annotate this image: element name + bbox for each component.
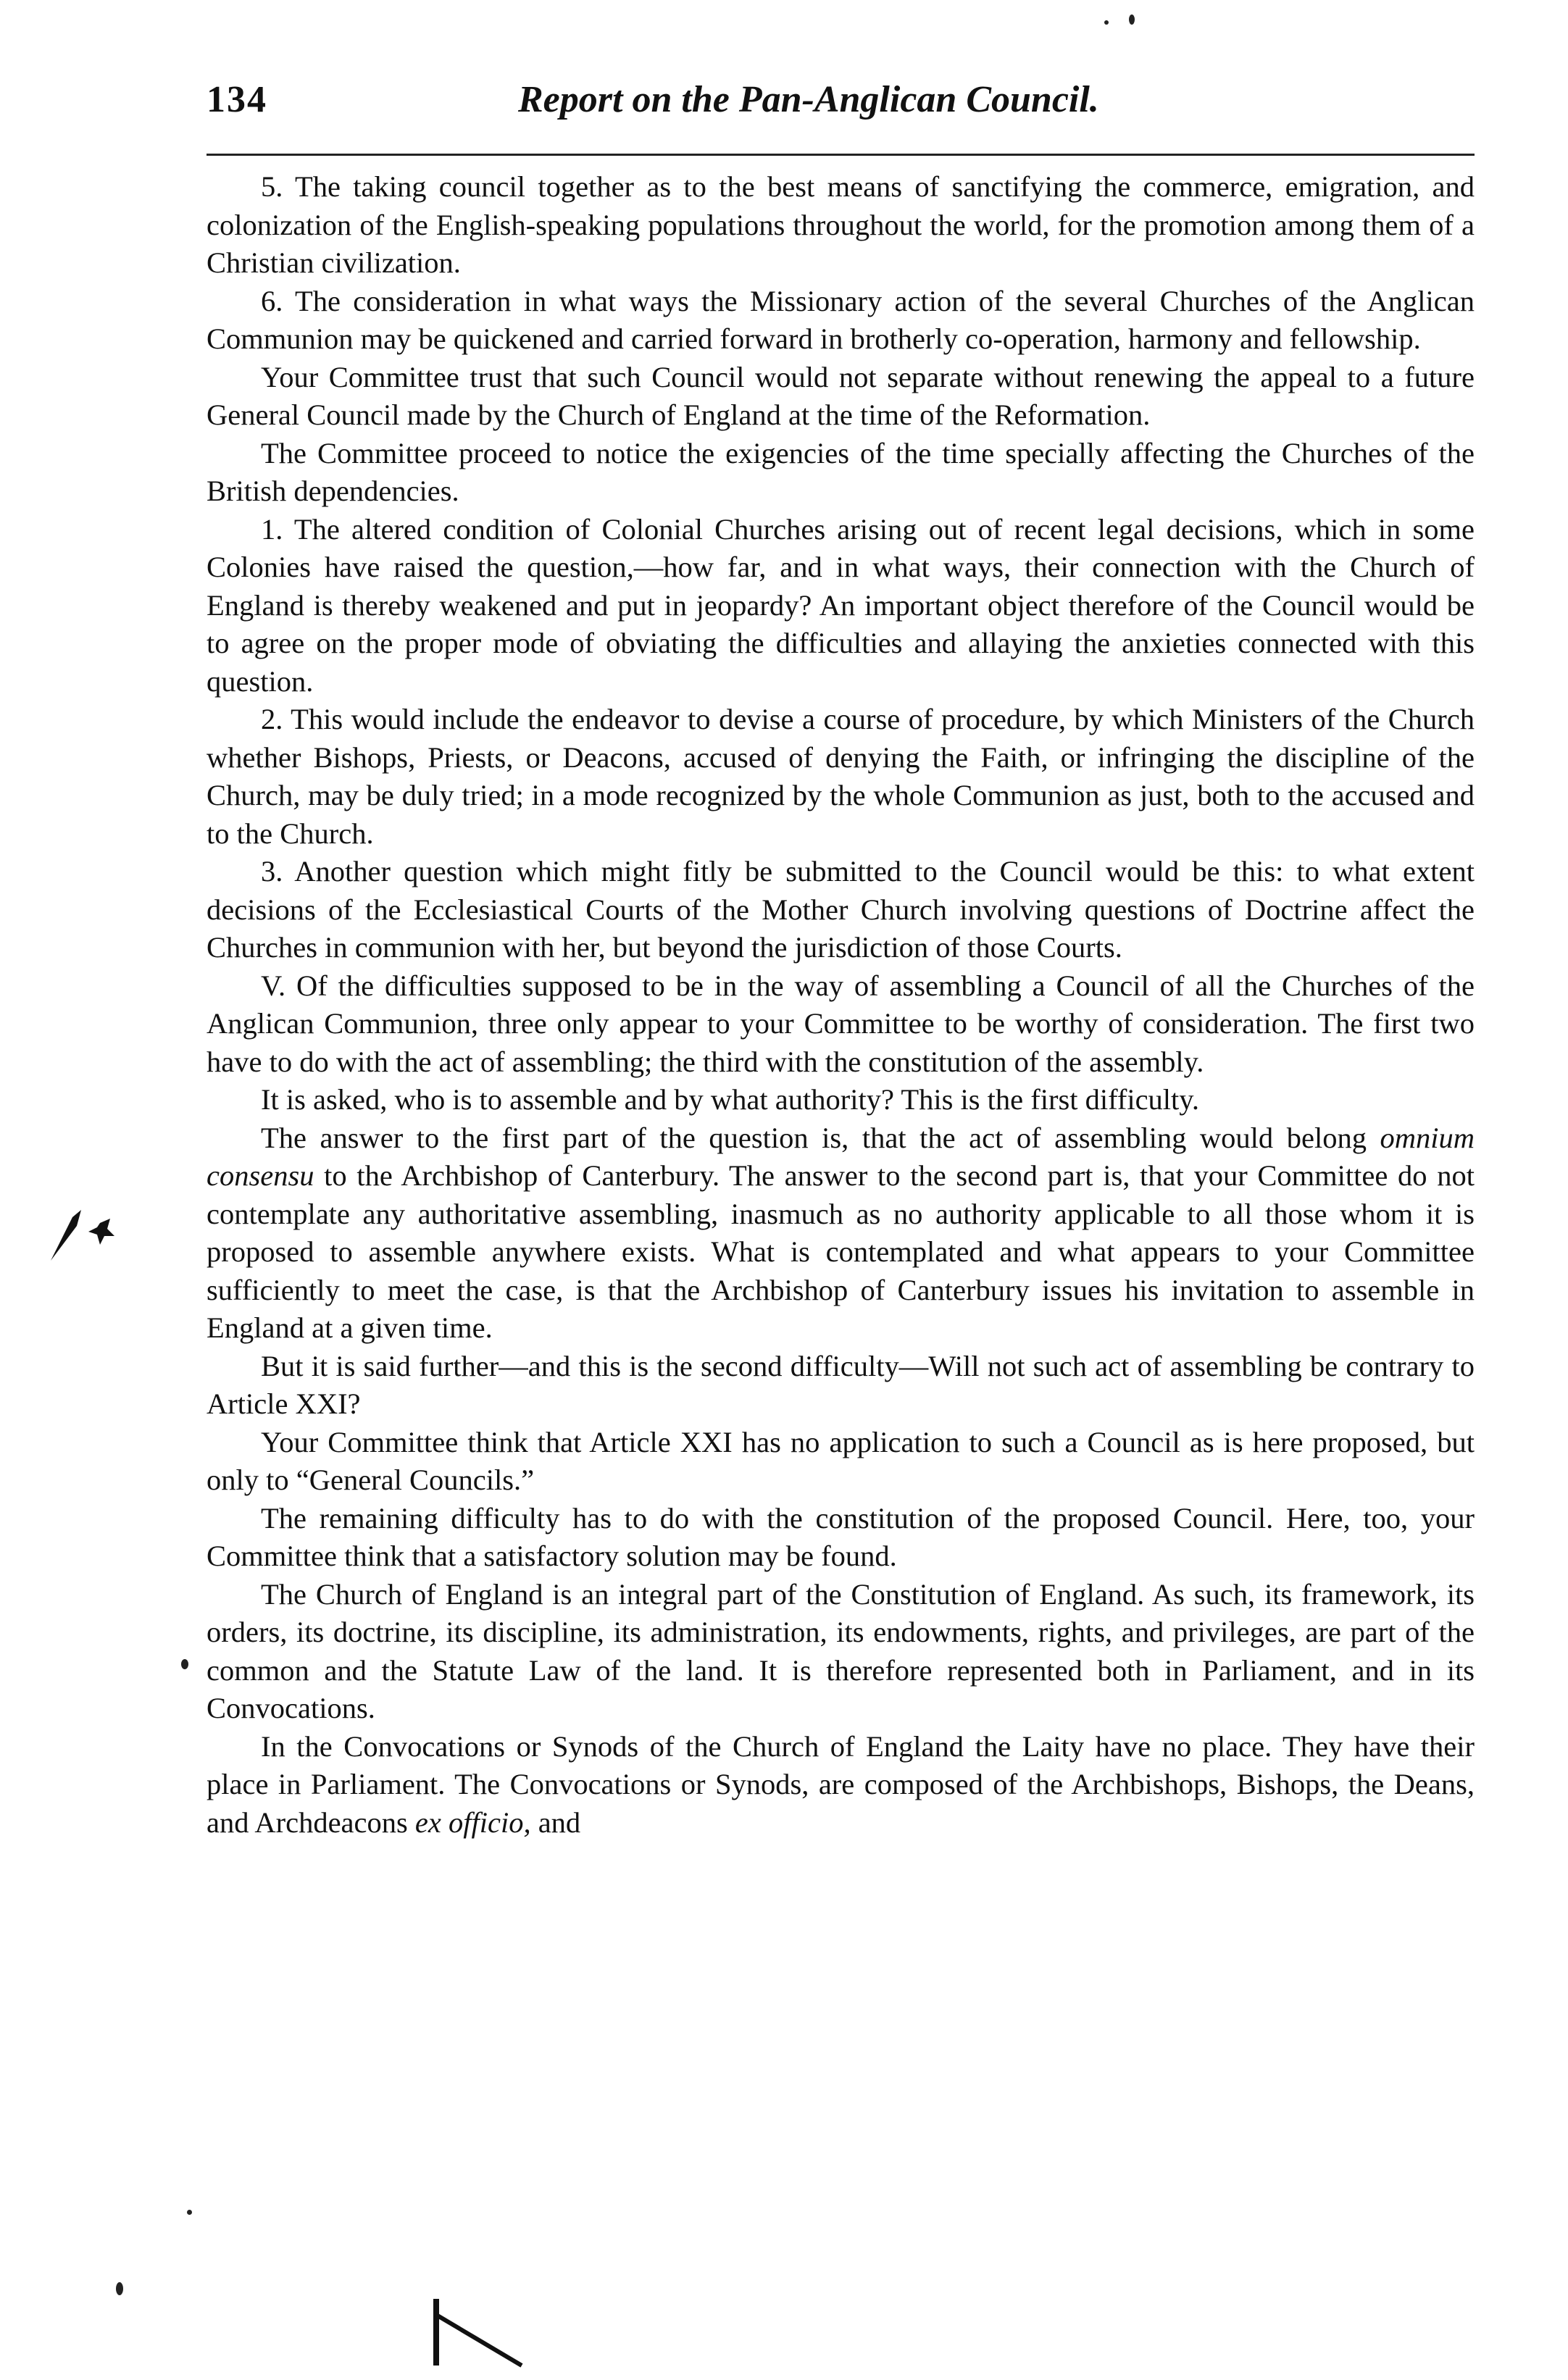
paragraph-article-xxi: Your Committee think that Article XXI has no application to such a Council as is here proposed, but only to “General Councils.” xyxy=(207,1425,1475,1496)
answer-text-end: to the Archbishop of Canterbury. The answer to the second part is, that your Committee do not contemplate any authoritative assembling, inasmuch as no authority applicable to all those whom it is proposed to assemble anywhere exists. What is contemplated and what appears to your Committee sufficiently to meet the case, is that the Archbishop of Canterbury issues his invitation to assemble in England at a given time. xyxy=(207,1159,1475,1344)
paragraph-exigencies: The Committee proceed to notice the exigencies of the time specially affecting the Churches of the British dependencies. xyxy=(207,436,1475,507)
convocations-text-start: In the Convocations or Synods of the Church of England the Laity have no place. They have their place in Parliament. The Convocations or Synods, are composed of the Archbishops, Bishops, the Deans, and Archdeacons xyxy=(207,1729,1475,1839)
paragraph-committee-trust: Your Committee trust that such Council would not separate without renewing the appeal to a future General Council made by the Church of England at the time of the Reformation. xyxy=(207,360,1475,431)
page-header xyxy=(207,78,1475,136)
paragraph-answer xyxy=(207,1119,1475,1348)
paragraph-church-of-england: The Church of England is an integral part of the Constitution of England. As such, its framework, its orders, its doctrine, its discipline, its administration, its endowments, rights, and privileges, are part of the common and the Statute Law of the land. It is therefore represented both in Parliament, and in its Convocations. xyxy=(207,1577,1475,1724)
latin-phrase: omnium consensu xyxy=(207,1121,1475,1192)
margin-ink-mark-icon xyxy=(43,1188,130,1268)
scan-speck xyxy=(1129,14,1135,25)
paragraph-convocations xyxy=(207,1728,1475,1842)
header-rule xyxy=(207,154,1475,156)
paragraph-item-6: 6. The consideration in what ways the Missionary action of the several Churches of the Anglican Communion may be quickened and carried forward in brotherly co-operation, harmony and fellowship. xyxy=(207,284,1475,355)
paragraph-item-5: 5. The taking council together as to the best means of sanctifying the commerce, emigration, and colonization of the English-speaking populations throughout the world, for the promotion among them of a Christian civilization. xyxy=(207,170,1475,279)
page-number: 134 xyxy=(207,79,267,120)
paragraph-item-3: 3. Another question which might fitly be submitted to the Council would be this: to what extent decisions of the Ecclesiastical Courts of the Mother Church involving questions of Doctrine affect the Churches in communion with her, but beyond the jurisdiction of those Courts. xyxy=(207,855,1475,964)
scan-speck xyxy=(116,2282,123,2295)
paragraph-first-difficulty: It is asked, who is to assemble and by what authority? This is the first difficulty. xyxy=(261,1083,1200,1116)
paragraph-section-v: V. Of the difficulties supposed to be in the way of assembling a Council of all the Churches of the Anglican Communion, three only appear to your Committee to be worthy of consideration. The first two have to do with the act of assembling; the third with the constitution of the assembly. xyxy=(207,969,1475,1078)
paragraph-remaining-difficulty: The remaining difficulty has to do with the constitution of the proposed Council. Here, too, your Committee think that a satisfactory solution may be found. xyxy=(207,1501,1475,1572)
convocations-text-end: and xyxy=(530,1805,581,1839)
corner-ink-mark-icon xyxy=(428,2293,529,2373)
scan-speck xyxy=(187,2210,192,2215)
running-title: Report on the Pan-Anglican Council. xyxy=(518,79,1099,120)
scan-speck xyxy=(1104,20,1109,25)
paragraph-item-2: 2. This would include the endeavor to devise a course of procedure, by which Ministers of the Church whether Bishops, Priests, or Deacons, accused of denying the Faith, or infringing the discipline of the Church, may be duly tried; in a mode recognized by the whole Communion as just, both to the accused and to the Church. xyxy=(207,703,1475,850)
scan-speck xyxy=(181,1659,188,1669)
answer-text-start: The answer to the first part of the question is, that the act of assembling would belong xyxy=(261,1121,1380,1154)
latin-ex-officio: ex officio, xyxy=(414,1805,531,1839)
paragraph-item-1: 1. The altered condition of Colonial Churches arising out of recent legal decisions, which in some Colonies have raised the question,—how far, and in what ways, their connection with the Church of England is thereby weakened and put in jeopardy? An important object therefore of the Council would be to agree on the proper mode of obviating the difficulties and allaying the anxieties connected with this question. xyxy=(207,512,1475,698)
paragraph-second-difficulty: But it is said further—and this is the second difficulty—Will not such act of assembling be contrary to Article XXI? xyxy=(207,1349,1475,1420)
body-text xyxy=(207,168,1475,1842)
